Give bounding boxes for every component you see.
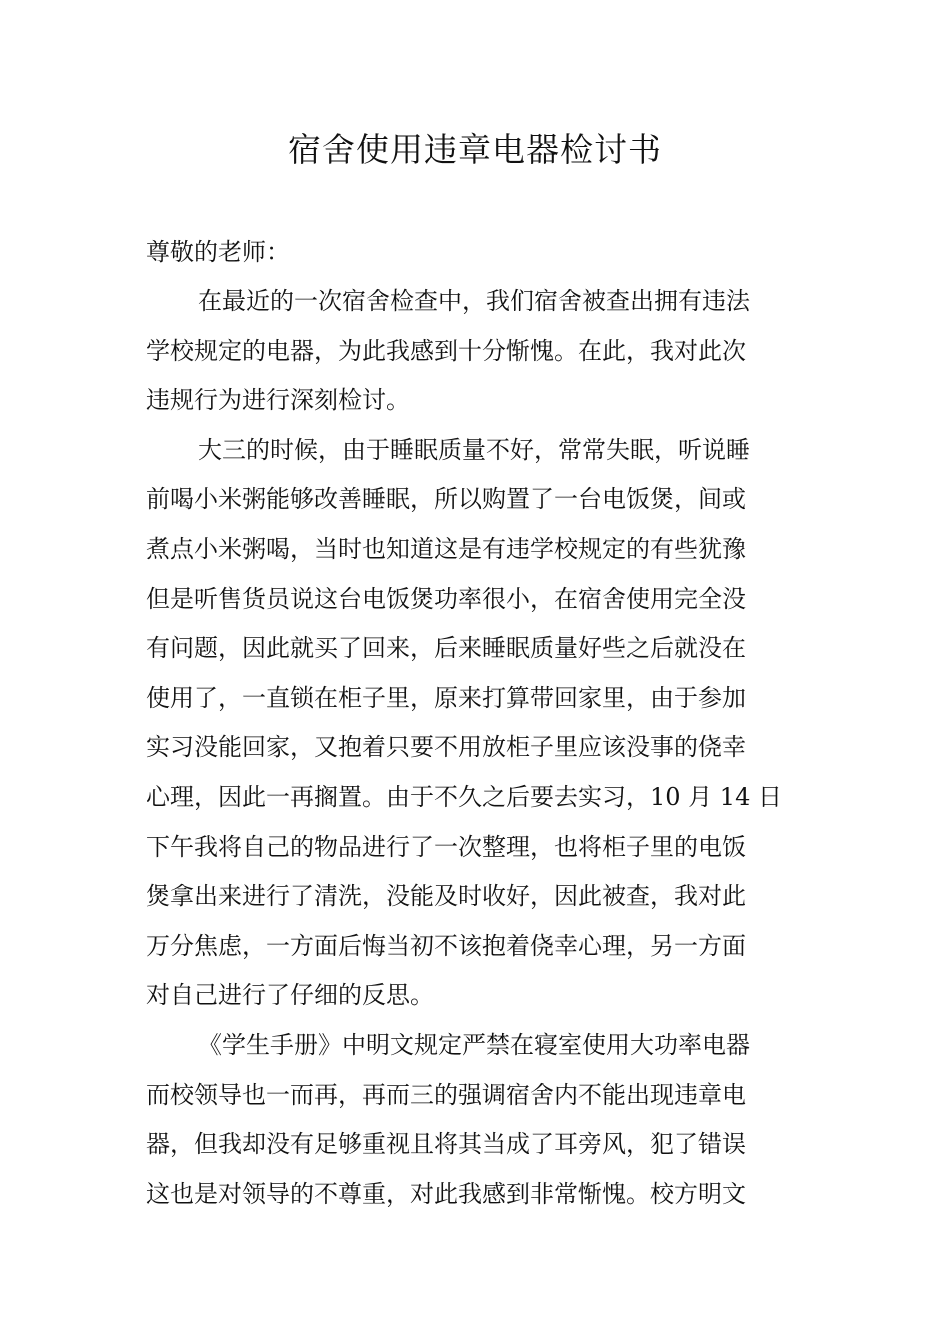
paragraph-line: 器，但我却没有足够重视且将其当成了耳旁风，犯了错误 xyxy=(146,1130,746,1159)
paragraph-line: 有问题，因此就买了回来，后来睡眠质量好些之后就没在 xyxy=(146,634,746,663)
paragraph-line: 前喝小米粥能够改善睡眠，所以购置了一台电饭煲，间或 xyxy=(146,485,746,514)
paragraph-line: 对自己进行了仔细的反思。 xyxy=(146,981,434,1010)
paragraph-line: 而校领导也一而再，再而三的强调宿舍内不能出现违章电 xyxy=(146,1080,746,1109)
paragraph-line: 大三的时候，由于睡眠质量不好，常常失眠，听说睡 xyxy=(198,435,750,464)
paragraph-line: 实习没能回家，又抱着只要不用放柜子里应该没事的侥幸 xyxy=(146,733,746,762)
paragraph-line: 万分焦虑，一方面后悔当初不该抱着侥幸心理，另一方面 xyxy=(146,931,746,960)
paragraph-line: 煮点小米粥喝，当时也知道这是有违学校规定的有些犹豫 xyxy=(146,534,746,563)
document-body xyxy=(146,277,826,1219)
paragraph-line: 煲拿出来进行了清洗，没能及时收好，因此被查，我对此 xyxy=(146,882,746,911)
paragraph-line: 使用了，一直锁在柜子里，原来打算带回家里，由于参加 xyxy=(146,683,746,712)
paragraph-line: 在最近的一次宿舍检查中，我们宿舍被查出拥有违法 xyxy=(198,287,750,315)
paragraph-line: 违规行为进行深刻检讨。 xyxy=(146,386,410,415)
paragraph-line: 但是听售货员说这台电饭煲功率很小，在宿舍使用完全没 xyxy=(146,584,746,613)
paragraph-line: 学校规定的电器，为此我感到十分惭愧。在此，我对此次 xyxy=(146,336,746,365)
document-title: 宿舍使用违章电器检讨书 xyxy=(288,130,662,169)
paragraph-line: 这也是对领导的不尊重，对此我感到非常惭愧。校方明文 xyxy=(146,1179,746,1208)
paragraph-line: 心理，因此一再搁置。由于不久之后要去实习，10 月 14 日 xyxy=(146,782,782,811)
salutation: 尊敬的老师： xyxy=(146,238,290,266)
paragraph-line: 《学生手册》中明文规定严禁在寝室使用大功率电器 xyxy=(198,1030,750,1059)
paragraph-line: 下午我将自己的物品进行了一次整理，也将柜子里的电饭 xyxy=(146,832,746,861)
